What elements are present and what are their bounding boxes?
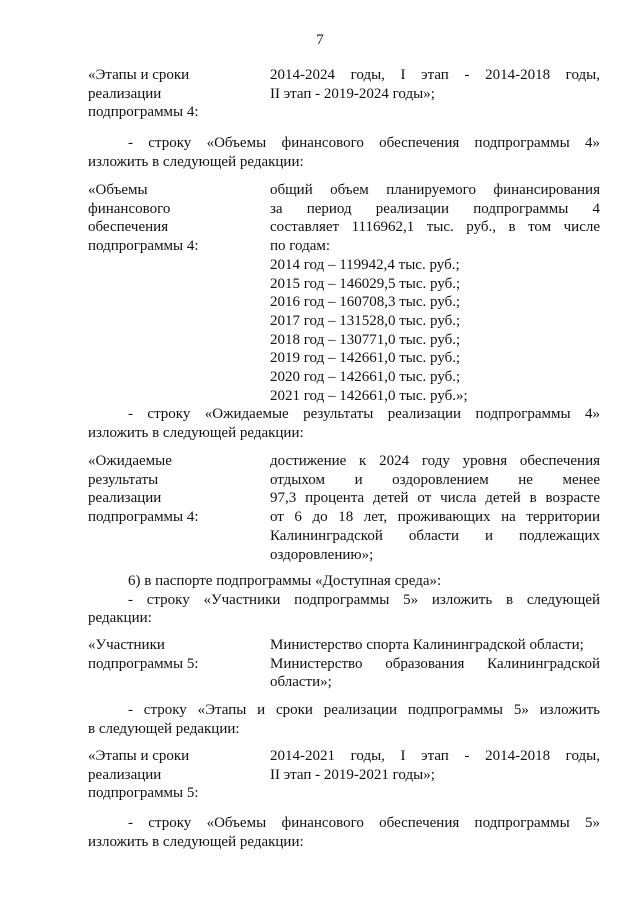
value-line: Калининградской области и подлежащих <box>270 527 600 544</box>
year-funding-line: 2018 год – 130771,0 тыс. руб.; <box>270 331 461 348</box>
value-line: оздоровлению»; <box>270 546 374 563</box>
row-label <box>88 452 263 527</box>
value-line: II этап - 2019-2021 годы»; <box>270 766 435 783</box>
label-line: «Этапы и сроки <box>88 67 190 83</box>
page-number: 7 <box>316 32 324 48</box>
value-line: за период реализации подпрограммы 4 <box>270 200 600 217</box>
label-line: подпрограммы 5: <box>88 785 199 802</box>
value-line: общий объем планируемого финансирования <box>270 182 600 198</box>
instruction-paragraph <box>88 814 600 851</box>
value-line: достижение к 2024 году уровня обеспечения <box>270 453 600 469</box>
label-line: «Ожидаемые <box>88 453 172 469</box>
label-line: подпрограммы 5: <box>88 655 199 672</box>
paragraph-line: - строку «Объемы финансового обеспечения подпрограммы 4» <box>128 135 600 151</box>
label-line: обеспечения <box>88 219 169 236</box>
instruction-paragraph <box>88 572 600 628</box>
paragraph-line: - строку «Участники подпрограммы 5» изложить в следующей <box>128 591 600 608</box>
value-line: области»; <box>270 674 332 691</box>
value-line: Министерство спорта Калининградской области; <box>270 637 584 653</box>
paragraph-line: редакции: <box>88 610 152 627</box>
label-line: «Этапы и сроки <box>88 748 190 764</box>
paragraph-line: изложить в следующей редакции: <box>88 833 304 850</box>
value-line: 2014-2021 годы, I этап - 2014-2018 годы, <box>270 748 600 764</box>
year-funding-line: 2016 год – 160708,3 тыс. руб.; <box>270 294 461 311</box>
year-funding-line: 2019 год – 142661,0 тыс. руб.; <box>270 350 461 367</box>
instruction-paragraph <box>88 405 600 442</box>
row-value <box>270 452 600 564</box>
label-line: результаты <box>88 471 159 488</box>
row-label <box>88 181 263 256</box>
row-value <box>270 66 600 103</box>
value-line: 2014-2024 годы, I этап - 2014-2018 годы, <box>270 67 600 83</box>
year-funding-line: 2020 год – 142661,0 тыс. руб.; <box>270 369 461 386</box>
paragraph-line: 6) в паспорте подпрограммы «Доступная среда»: <box>128 573 442 589</box>
label-line: реализации <box>88 85 162 102</box>
label-line: «Объемы <box>88 182 148 198</box>
paragraph-line: изложить в следующей редакции: <box>88 424 304 441</box>
label-line: реализации <box>88 766 162 783</box>
value-line: от 6 до 18 лет, проживающих на территории <box>270 509 600 526</box>
value-line: Министерство образования Калининградской <box>270 655 600 672</box>
paragraph-line: изложить в следующей редакции: <box>88 153 304 170</box>
row-label <box>88 66 263 122</box>
instruction-paragraph <box>88 701 600 738</box>
year-funding-line: 2014 год – 119942,4 тыс. руб.; <box>270 256 460 273</box>
value-line: составляет 1116962,1 тыс. руб., в том числе <box>270 219 600 236</box>
paragraph-line: в следующей редакции: <box>88 720 240 737</box>
year-funding-line: 2015 год – 146029,5 тыс. руб.; <box>270 275 461 292</box>
row-value <box>270 181 600 405</box>
paragraph-line: - строку «Объемы финансового обеспечения подпрограммы 5» <box>128 815 600 831</box>
row-value <box>270 636 600 692</box>
label-line: подпрограммы 4: <box>88 509 199 526</box>
row-label <box>88 636 263 673</box>
instruction-paragraph <box>88 134 600 171</box>
year-funding-line: 2021 год – 142661,0 тыс. руб.»; <box>270 387 468 404</box>
row-label <box>88 747 263 803</box>
paragraph-line: - строку «Ожидаемые результаты реализации подпрограммы 4» <box>128 406 600 422</box>
label-line: «Участники <box>88 637 165 653</box>
label-line: финансового <box>88 200 171 217</box>
label-line: реализации <box>88 490 162 507</box>
year-funding-line: 2017 год – 131528,0 тыс. руб.; <box>270 312 461 329</box>
value-line: по годам: <box>270 238 331 255</box>
paragraph-line: - строку «Этапы и сроки реализации подпрограммы 5» изложить <box>128 702 600 718</box>
value-line: 97,3 процента детей от числа детей в возрасте <box>270 490 600 507</box>
value-line: II этап - 2019-2024 годы»; <box>270 85 435 102</box>
value-line: отдыхом и оздоровлением не менее <box>270 471 600 488</box>
row-value <box>270 747 600 784</box>
label-line: подпрограммы 4: <box>88 238 199 255</box>
label-line: подпрограммы 4: <box>88 104 199 121</box>
